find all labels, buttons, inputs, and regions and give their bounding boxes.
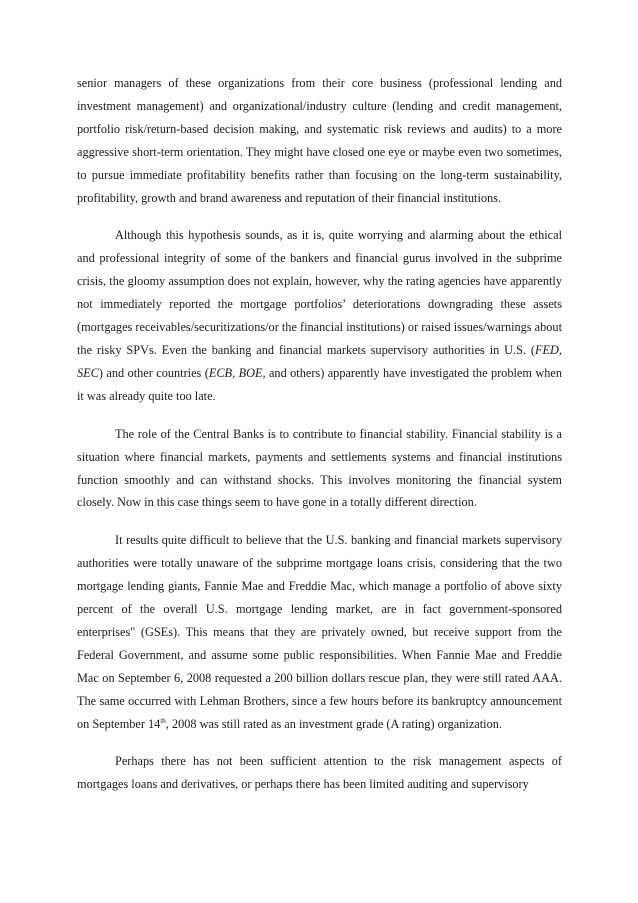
text-run: senior managers of these organizations from their core business (professional lending and investment management) and organizational/industry culture (lending and credit management, portfolio risk/return-based decision making, and systematic risk reviews and audits) to a more aggressive short-term orientation. They might have closed one eye or maybe even two sometimes, to pursue immediate profitability benefits rather than focusing on the long-term sustainability, profitability, growth and brand awareness and reputation of their financial institutions. (77, 76, 562, 205)
paragraph-5 (77, 750, 562, 796)
text-run: ) and other countries ( (98, 365, 209, 380)
text-run: It results quite difficult to believe that the U.S. banking and financial markets supervisory authorities were totally unaware of the subprime mortgage loans crisis, considering that the two mortgage lending giants, Fannie Mae and Freddie Mac, which manage a portfolio of above sixty percent of the overall U.S. mortgage lending market, are in fact government-sponsored enterprises" (GSEs). This means that they are privately owned, but receive support from the Federal Government, and assume some public responsibilities. When Fannie Mae and Freddie Mac on September 6, 2008 requested a 200 billion dollars rescue plan, they were still rated AAA. The same occurred with Lehman Brothers, since a few hours before its bankruptcy announcement on September 14 (77, 533, 562, 731)
italic-text: FED, SEC (77, 342, 562, 380)
text-run: The role of the Central Banks is to contribute to financial stability. Financial stability is a situation where financial markets, payments and settlements systems and financial institutions function smoothly and can withstand shocks. This involves monitoring the financial system closely. Now in this case things seem to have gone in a totally different direction. (77, 426, 562, 510)
text-run: and others) apparently have investigated the problem when it was already quite too late. (77, 365, 562, 403)
document-page (77, 72, 562, 796)
text-run: Although this hypothesis sounds, as it is, quite worrying and alarming about the ethical and professional integrity of some of the bankers and financial gurus involved in the subprime crisis, the gloomy assumption does not explain, however, why the rating agencies have apparently not immediately reported the mortgage portfolios’ deteriorations downgrading these assets (mortgages receivables/securitizations/or the financial institutions) or raised issues/warnings about the risky SPVs. Even the banking and financial markets supervisory authorities in U.S. ( (77, 228, 562, 357)
superscript-text: th (160, 716, 166, 725)
italic-text: ECB, BOE, (208, 365, 266, 380)
paragraph-3 (77, 423, 562, 515)
text-run: Perhaps there has not been sufficient attention to the risk management aspects of mortgages loans and derivatives, or perhaps there has been limited auditing and supervisory (77, 754, 562, 792)
paragraph-1 (77, 72, 562, 209)
paragraph-2 (77, 224, 562, 407)
text-run: , 2008 was still rated as an investment grade (A rating) organization. (165, 716, 502, 731)
paragraph-4 (77, 529, 562, 735)
